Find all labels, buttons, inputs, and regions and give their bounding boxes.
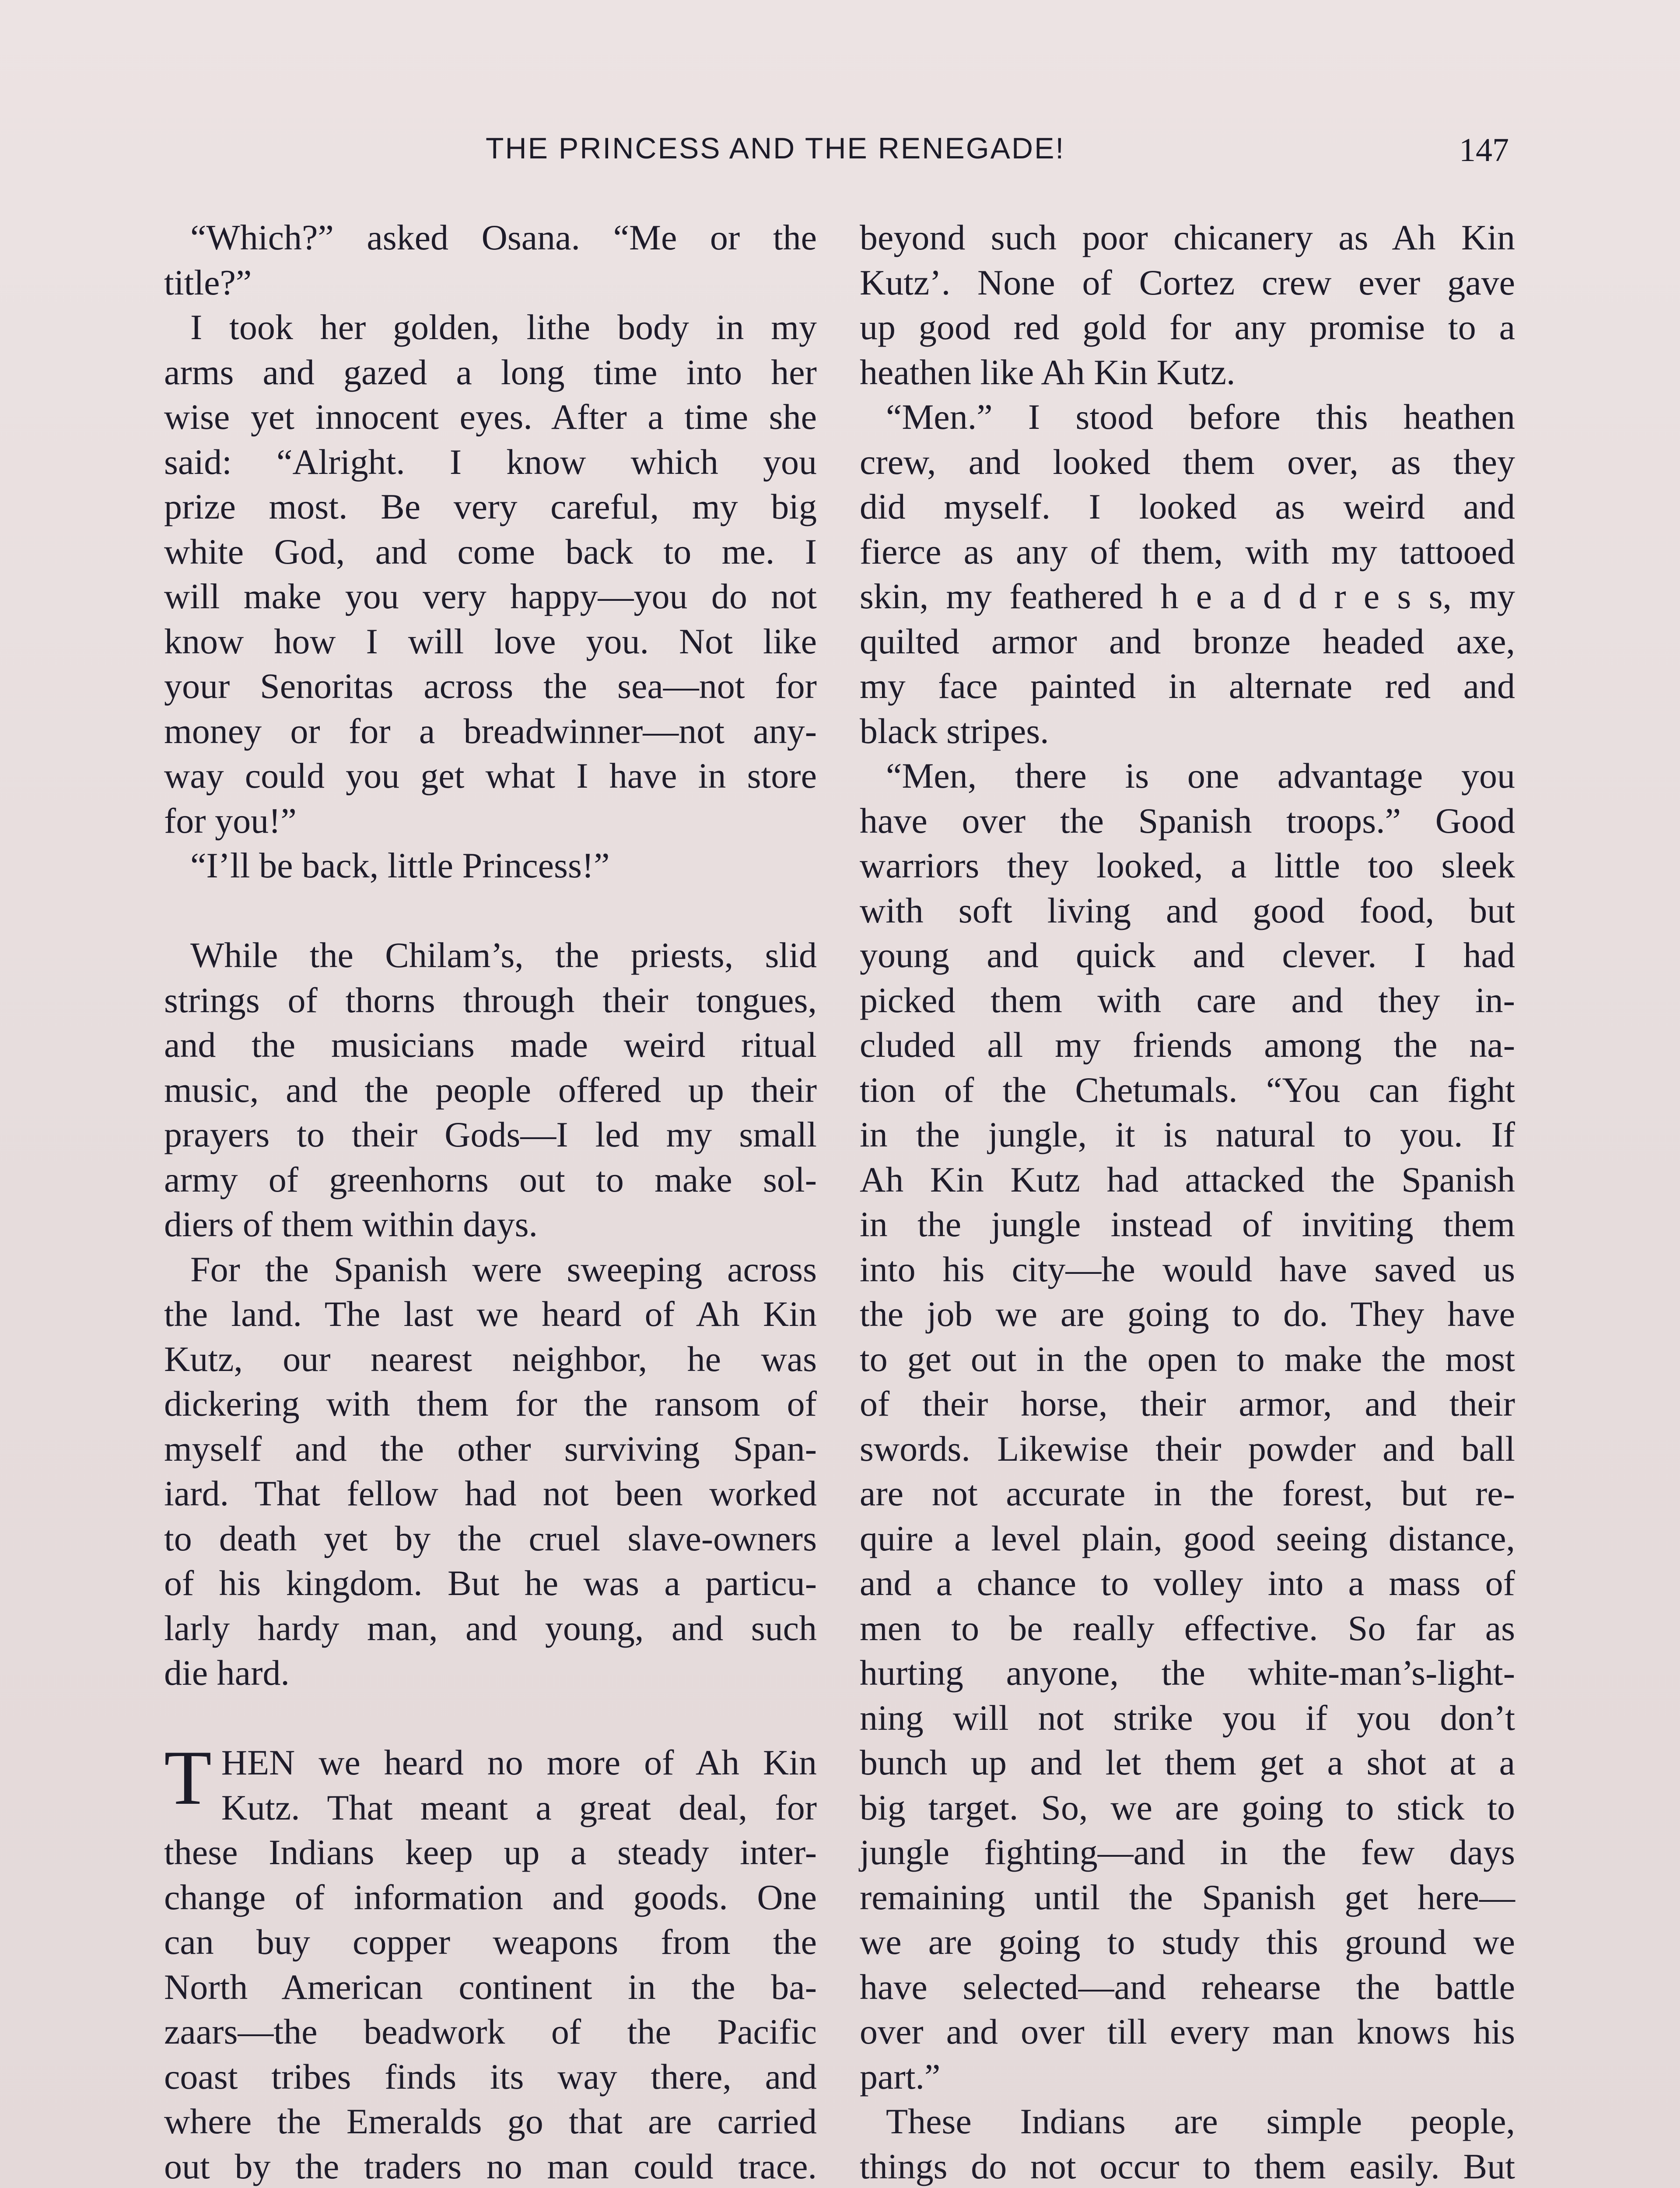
text-line: dickering with them for the ransom of xyxy=(164,1384,817,1424)
text-line: For the Spanish were sweeping across xyxy=(190,1249,817,1289)
paragraph-continuation xyxy=(164,1830,817,2188)
text-line: money or for a breadwinner—not any- xyxy=(164,711,817,751)
text-line: have selected—and rehearse the battle xyxy=(860,1967,1515,2007)
text-line: arms and gazed a long time into her xyxy=(164,352,817,392)
text-line: strings of thorns through their tongues, xyxy=(164,980,817,1020)
text-line: change of information and goods. One xyxy=(164,1877,817,1917)
text-line: wise yet innocent eyes. After a time she xyxy=(164,397,817,437)
text-line: “Men, there is one advantage you xyxy=(886,756,1515,796)
text-line xyxy=(164,888,817,933)
text-line: of his kingdom. But he was a particu- xyxy=(164,1563,817,1603)
text-line: These Indians are simple people, xyxy=(886,2101,1515,2141)
text-line: iard. That fellow had not been worked xyxy=(164,1473,817,1513)
text-line: prize most. Be very careful, my big xyxy=(164,487,817,526)
right-column xyxy=(860,215,1515,2188)
text-line: things do not occur to them easily. But xyxy=(860,2146,1515,2186)
text-line: quilted armor and bronze headed axe, xyxy=(860,621,1515,661)
text-line: with soft living and good food, but xyxy=(860,890,1515,930)
text-line: larly hardy man, and young, and such xyxy=(164,1608,817,1648)
text-line: tion of the Chetumals. “You can fight xyxy=(860,1069,1515,1110)
text-line: die hard. xyxy=(164,1653,290,1693)
text-line: Kutz, our nearest neighbor, he was xyxy=(164,1339,817,1379)
text-line: hurting anyone, the white-man’s-light- xyxy=(860,1653,1515,1693)
text-line: for you!” xyxy=(164,800,297,841)
dropcap-letter: T xyxy=(164,1734,212,1821)
text-line: myself and the other surviving Span- xyxy=(164,1428,817,1469)
text-line: black stripes. xyxy=(860,711,1049,751)
text-line: over and over till every man knows his xyxy=(860,2012,1515,2051)
text-line: swords. Likewise their powder and ball xyxy=(860,1428,1515,1469)
text-line: know how I will love you. Not like xyxy=(164,621,817,661)
text-line: into his city—he would have saved us xyxy=(860,1249,1515,1289)
text-line: diers of them within days. xyxy=(164,1204,538,1244)
text-line: prayers to their Gods—I led my small xyxy=(164,1115,817,1154)
text-line: cluded all my friends among the na- xyxy=(860,1025,1515,1065)
text-line: “I’ll be back, little Princess!” xyxy=(190,845,610,885)
text-line: to get out in the open to make the most xyxy=(860,1339,1515,1379)
right-column-text xyxy=(860,215,1515,2188)
text-line: part.” xyxy=(860,2056,941,2097)
text-line: quire a level plain, good seeing distance, xyxy=(860,1518,1515,1558)
text-line: I took her golden, lithe body in my xyxy=(190,307,817,347)
text-line: “Which?” asked Osana. “Me or the xyxy=(190,217,817,257)
text-line: “Men.” I stood before this heathen xyxy=(886,397,1515,437)
text-line: my face painted in alternate red and xyxy=(860,666,1515,706)
text-line: music, and the people offered up their xyxy=(164,1069,817,1110)
text-line: jungle fighting—and in the few days xyxy=(860,1832,1515,1872)
text-line: up good red gold for any promise to a xyxy=(860,307,1515,347)
text-line: coast tribes finds its way there, and xyxy=(164,2056,817,2097)
text-line: ning will not strike you if you don’t xyxy=(860,1697,1515,1738)
text-line: did myself. I looked as weird and xyxy=(860,487,1515,526)
text-line: North American continent in the ba- xyxy=(164,1967,817,2007)
text-line: heathen like Ah Kin Kutz. xyxy=(860,352,1236,392)
text-line: to death yet by the cruel slave-owners xyxy=(164,1518,817,1558)
text-line: where the Emeralds go that are carried xyxy=(164,2101,817,2141)
text-line: out by the traders no man could trace. xyxy=(164,2146,817,2186)
text-line: are not accurate in the forest, but re- xyxy=(860,1473,1515,1513)
text-line: Kutz. That meant a great deal, for xyxy=(221,1787,817,1827)
section-break xyxy=(164,1696,817,1741)
text-line: and a chance to volley into a mass of xyxy=(860,1563,1515,1603)
running-title: THE PRINCESS AND THE RENEGADE! xyxy=(486,132,1065,165)
text-line: the job we are going to do. They have xyxy=(860,1294,1515,1334)
text-line: of their horse, their armor, and their xyxy=(860,1384,1515,1424)
text-line: will make you very happy—you do not xyxy=(164,576,817,616)
text-line: can buy copper weapons from the xyxy=(164,1922,817,1962)
text-line: army of greenhorns out to make sol- xyxy=(164,1159,817,1199)
text-line: said: “Alright. I know which you xyxy=(164,442,817,482)
text-line: Ah Kin Kutz had attacked the Spanish xyxy=(860,1159,1515,1199)
text-line: Kutz’. None of Cortez crew ever gave xyxy=(860,262,1515,302)
dropcap-lines xyxy=(164,1734,817,1830)
text-line: skin, my feathered h e a d d r e s s, my xyxy=(860,576,1515,616)
text-line: we are going to study this ground we xyxy=(860,1922,1515,1962)
text-line: in the jungle instead of inviting them xyxy=(860,1204,1515,1244)
text-line: big target. So, we are going to stick to xyxy=(860,1787,1515,1827)
text-line: your Senoritas across the sea—not for xyxy=(164,666,817,706)
text-line: beyond such poor chicanery as Ah Kin xyxy=(860,217,1515,257)
text-line: fierce as any of them, with my tattooed xyxy=(860,531,1515,572)
text-line: have over the Spanish troops.” Good xyxy=(860,800,1515,841)
text-line: young and quick and clever. I had xyxy=(860,935,1515,975)
text-line: crew, and looked them over, as they xyxy=(860,442,1515,482)
text-line: white God, and come back to me. I xyxy=(164,531,817,572)
left-column xyxy=(164,215,817,2188)
text-line: way could you get what I have in store xyxy=(164,756,817,796)
left-column-text xyxy=(164,215,817,1696)
text-line: remaining until the Spanish get here— xyxy=(860,1877,1515,1917)
text-line: While the Chilam’s, the priests, slid xyxy=(190,935,817,975)
text-line: warriors they looked, a little too sleek xyxy=(860,845,1515,885)
text-line: HEN we heard no more of Ah Kin xyxy=(221,1743,817,1782)
text-line: these Indians keep up a steady inter- xyxy=(164,1832,817,1872)
text-line: zaars—the beadwork of the Pacific xyxy=(164,2012,817,2051)
page-number: 147 xyxy=(1459,132,1509,168)
text-line: title?” xyxy=(164,262,252,302)
text-line: the land. The last we heard of Ah Kin xyxy=(164,1294,817,1334)
text-line: picked them with care and they in- xyxy=(860,980,1515,1020)
dropcap-paragraph xyxy=(164,1734,817,2188)
text-line: and the musicians made weird ritual xyxy=(164,1025,817,1065)
text-line: in the jungle, it is natural to you. If xyxy=(860,1115,1515,1154)
text-line: men to be really effective. So far as xyxy=(860,1608,1515,1648)
text-line: bunch up and let them get a shot at a xyxy=(860,1743,1515,1782)
